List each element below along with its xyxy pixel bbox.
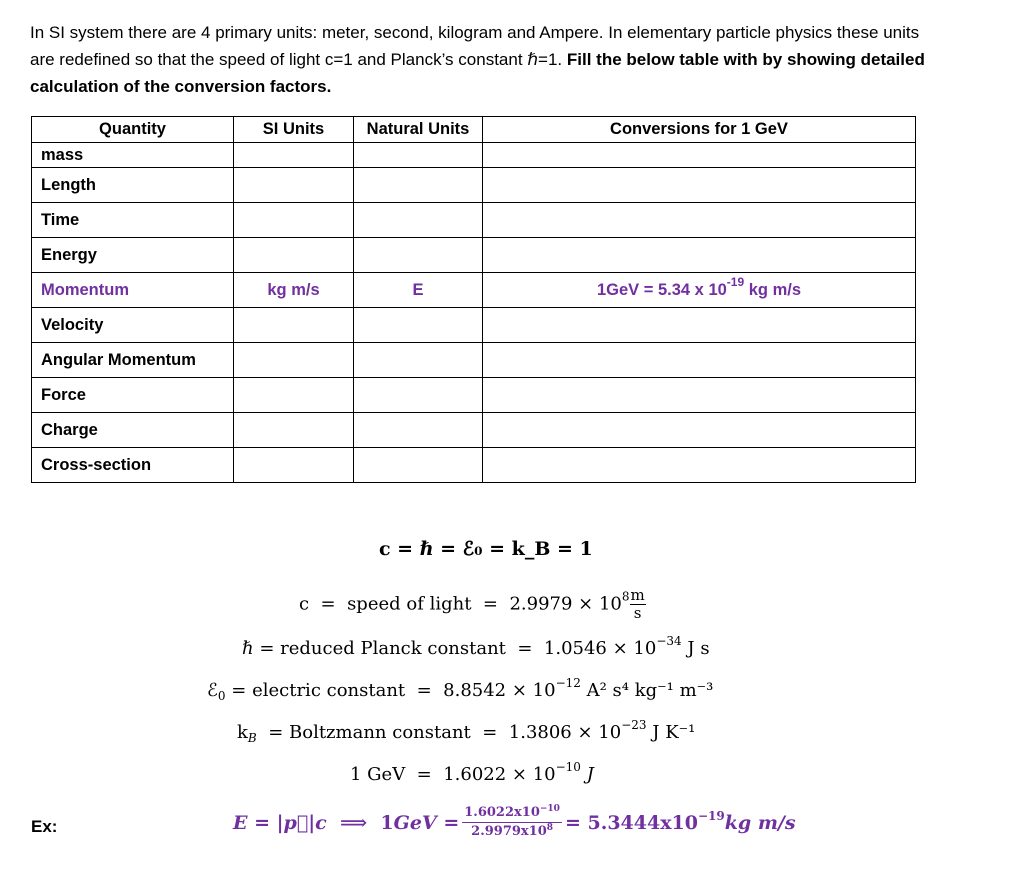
unit-den: s	[633, 604, 642, 622]
cell-si	[234, 203, 354, 238]
cell-conversion	[483, 413, 916, 448]
cell-si: kg m/s	[234, 273, 354, 308]
gev-equation: 1 GeV = $1.6022 \times 10^{-10}$ J	[350, 760, 594, 785]
cell-conversion	[483, 378, 916, 413]
cell-quantity: Velocity	[32, 308, 234, 343]
eq-unit: J K⁻¹	[652, 722, 696, 743]
example-equation: E = |p⃗|c ⟹ 1GeV = $\frac{1.6022x10^{-10}}{2.9979x10^8}$ = $5.3444x10^{-19}kg$ m/s	[233, 804, 796, 839]
cell-si	[234, 308, 354, 343]
cell-natural	[354, 343, 483, 378]
eq-value: 8.8542	[443, 680, 507, 701]
cell-si	[234, 413, 354, 448]
eq-exp: −12	[555, 676, 581, 690]
table-row	[32, 413, 916, 448]
cell-conversion	[483, 238, 916, 273]
cell-conversion	[483, 273, 916, 308]
cell-quantity: Time	[32, 203, 234, 238]
cell-natural	[354, 448, 483, 483]
table-row	[32, 343, 916, 378]
cell-conversion	[483, 203, 916, 238]
table-row	[32, 203, 916, 238]
cell-si	[234, 448, 354, 483]
cell-quantity: Length	[32, 168, 234, 203]
unit-fraction	[630, 587, 646, 622]
intro-instruction: Fill the below table with by showing detailed calculation of the conversion factors.	[30, 50, 925, 96]
cell-quantity: mass	[32, 143, 234, 168]
table-row	[32, 378, 916, 413]
eq-exp: −23	[621, 718, 647, 732]
table-row	[32, 448, 916, 483]
cell-natural	[354, 378, 483, 413]
cell-conversion	[483, 308, 916, 343]
problem-statement	[30, 19, 930, 100]
cell-natural	[354, 203, 483, 238]
intro-text: In SI system there are 4 primary units: meter, second, kilogram and Ampere. In elementary particle physics these units are redefined so that the speed of light c=1 and Planck’s constant ℏ=1.	[30, 23, 920, 69]
eq-value: 2.9979	[509, 593, 573, 615]
units-table	[31, 116, 916, 483]
frac-den: 2.9979x10	[471, 824, 547, 839]
cell-natural	[354, 168, 483, 203]
eq-lhs: ℰ	[207, 680, 218, 701]
header-si-units: SI Units	[234, 117, 354, 143]
cell-quantity: Angular Momentum	[32, 343, 234, 378]
eq-unit: J	[586, 764, 594, 785]
eq-lhs: c	[299, 593, 310, 615]
conversion-exponent: -19	[726, 274, 745, 289]
boltzmann-equation: $k_B$ = Boltzmann constant = $1.3806 \times 10^{-23}$ J K⁻¹	[237, 718, 696, 745]
frac-num: 1.6022x10	[464, 805, 540, 820]
eq-name: electric constant	[252, 680, 406, 701]
unit-num: m	[630, 586, 645, 604]
cell-natural	[354, 143, 483, 168]
eq-name: Boltzmann constant	[289, 722, 471, 743]
speed-of-light-equation: c = speed of light = $2.9979 \times 10^8$ $\frac{m}{s}$	[299, 586, 645, 622]
cell-quantity: Charge	[32, 413, 234, 448]
eq-lhs: ℏ	[242, 638, 254, 659]
cell-natural	[354, 238, 483, 273]
table-row	[32, 168, 916, 203]
cell-quantity: Energy	[32, 238, 234, 273]
cell-quantity: Force	[32, 378, 234, 413]
table-header-row	[32, 117, 916, 143]
natural-units-equation: c = ℏ = ℰ₀ = k_B = 1	[379, 538, 593, 560]
cell-natural: E	[354, 273, 483, 308]
cell-quantity: Momentum	[32, 273, 234, 308]
cell-conversion	[483, 448, 916, 483]
cell-conversion	[483, 143, 916, 168]
example-fraction	[462, 804, 562, 841]
cell-si	[234, 168, 354, 203]
cell-si	[234, 143, 354, 168]
header-natural-units: Natural Units	[354, 117, 483, 143]
planck-equation: ℏ = reduced Planck constant = $1.0546 \times 10^{-34}$ J s	[242, 634, 710, 659]
eq-exp: −34	[656, 634, 682, 648]
eq-value: 1.0546	[543, 638, 607, 659]
eq-lhs: 1 GeV	[350, 764, 406, 785]
conversion-prefix: 1GeV = 5.34 x 10	[596, 280, 727, 299]
table-row	[32, 308, 916, 343]
cell-si	[234, 238, 354, 273]
cell-quantity: Cross-section	[32, 448, 234, 483]
eq-exp: 8	[621, 589, 630, 604]
frac-den-exp: 8	[546, 823, 554, 833]
cell-si	[234, 378, 354, 413]
cell-conversion	[483, 343, 916, 378]
cell-natural	[354, 308, 483, 343]
eq-lhs: k	[237, 722, 248, 743]
cell-natural	[354, 413, 483, 448]
example-result: 5.3444x10	[587, 811, 698, 834]
cell-conversion	[483, 168, 916, 203]
eq-name: reduced Planck constant	[280, 638, 506, 659]
electric-constant-equation: ℰ$_0$ = electric constant = $8.8542 \times 10^{-12}$ A² s⁴ kg⁻¹ m⁻³	[207, 676, 714, 703]
eq-value: 1.6022	[443, 764, 507, 785]
eq-name: speed of light	[347, 593, 472, 615]
example-label: Ex:	[31, 817, 58, 836]
header-quantity: Quantity	[32, 117, 234, 143]
header-conversions: Conversions for 1 GeV	[483, 117, 916, 143]
cell-si	[234, 343, 354, 378]
table-row	[32, 238, 916, 273]
eq-unit: J s	[687, 638, 710, 659]
example-unit: kg m/s	[724, 811, 796, 834]
table-row-momentum	[32, 273, 916, 308]
conversion-suffix: kg m/s	[744, 280, 801, 299]
frac-num-exp: −10	[539, 804, 560, 814]
eq-unit: A² s⁴ kg⁻¹ m⁻³	[586, 680, 714, 701]
eq-exp: −10	[555, 760, 581, 774]
eq-value: 1.3806	[508, 722, 572, 743]
example-result-exp: −19	[697, 808, 725, 823]
table-row	[32, 143, 916, 168]
